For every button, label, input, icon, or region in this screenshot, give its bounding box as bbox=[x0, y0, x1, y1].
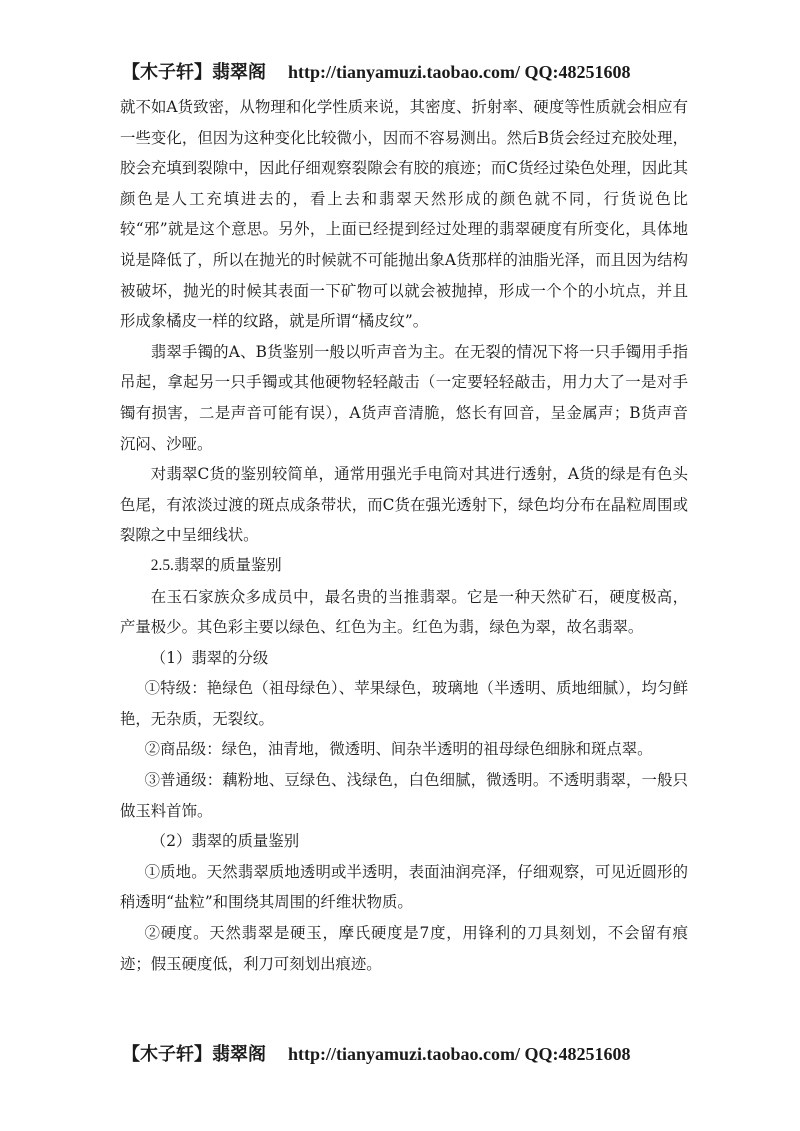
list-item-special-grade: ①特级：艳绿色（祖母绿色）、苹果绿色，玻璃地（半透明、质地细腻），均匀鲜艳，无杂质，无裂纹。 bbox=[120, 679, 688, 728]
header-brand: 【木子轩】翡翠阁 bbox=[122, 62, 266, 82]
list-item-texture: ①质地。天然翡翠质地透明或半透明，表面油润亮泽，仔细观察，可见近圆形的稍透明“盐粒”和围绕其周围的纤维状物质。 bbox=[120, 862, 688, 912]
paragraph-c-grade: 对翡翠C货的鉴别较简单，通常用强光手电筒对其进行透射，A货的绿是有色头色尾，有浓淡过渡的斑点成条带状，而C货在强光透射下，绿色均分布在晶粒周围或裂隙之中呈细线状。 bbox=[120, 465, 688, 545]
document-body bbox=[120, 92, 688, 979]
header-contact: http://tianyamuzi.taobao.com/ QQ:48251608 bbox=[288, 62, 631, 82]
footer-brand: 【木子轩】翡翠阁 bbox=[122, 1044, 266, 1064]
paragraph-bracelet-ab: 翡翠手镯的A、B货鉴别一般以听声音为主。在无裂的情况下将一只手镯用手指吊起，拿起另一只手镯或其他硬物轻轻敲击（一定要轻轻敲击，用力大了一是对手镯有损害，二是声音可能有误），A货声音清脆，悠长有回音，呈金属声；B货声音沉闷、沙哑。 bbox=[120, 342, 688, 453]
paragraph-continuation: 就不如A货致密，从物理和化学性质来说，其密度、折射率、硬度等性质就会相应有一些变化，但因为这种变化比较微小，因而不容易测出。然后B货会经过充胶处理，胶会充填到裂隙中，因此仔细观察裂隙会有胶的痕迹；而C货经过染色处理，因此其颜色是人工充填进去的，看上去和翡翠天然形成的颜色就不同，行货说色比较“邪”就是这个意思。另外，上面已经提到经过处理的翡翠硬度有所变化，具体地说是降低了，所以在抛光的时候就不可能抛出象A货那样的油脂光泽，而且因为结构被破坏，抛光的时候其表面一下矿物可以就会被抛掉，形成一个个的小坑点，并且形成象橘皮一样的纹路，就是所谓“橘皮纹”。 bbox=[120, 98, 688, 331]
list-item-hardness: ②硬度。天然翡翠是硬玉，摩氏硬度是7度，用锋利的刀具刻划，不会留有痕迹；假玉硬度低，利刀可刻划出痕迹。 bbox=[120, 924, 688, 973]
list-item-ordinary-grade: ③普通级：藕粉地、豆绿色、浅绿色，白色细腻，微透明。不透明翡翠，一般只做玉料首饰。 bbox=[120, 771, 688, 820]
list-item-commercial-grade: ②商品级：绿色，油青地，微透明、间杂半透明的祖母绿色细脉和斑点翠。 bbox=[144, 740, 653, 759]
subsection-heading-quality: （2）翡翠的质量鉴别 bbox=[150, 832, 300, 851]
subsection-heading-grading: （1）翡翠的分级 bbox=[150, 648, 269, 667]
paragraph-intro: 在玉石家族众多成员中，最名贵的当推翡翠。它是一种天然矿石，硬度极高，产量极少。其色彩主要以绿色、红色为主。红色为翡，绿色为翠，故名翡翠。 bbox=[120, 587, 688, 637]
section-heading: 2.5.翡翠的质量鉴别 bbox=[150, 556, 282, 574]
footer-contact: http://tianyamuzi.taobao.com/ QQ:48251608 bbox=[288, 1044, 631, 1064]
page-footer bbox=[122, 1042, 631, 1066]
page-header bbox=[122, 60, 631, 84]
